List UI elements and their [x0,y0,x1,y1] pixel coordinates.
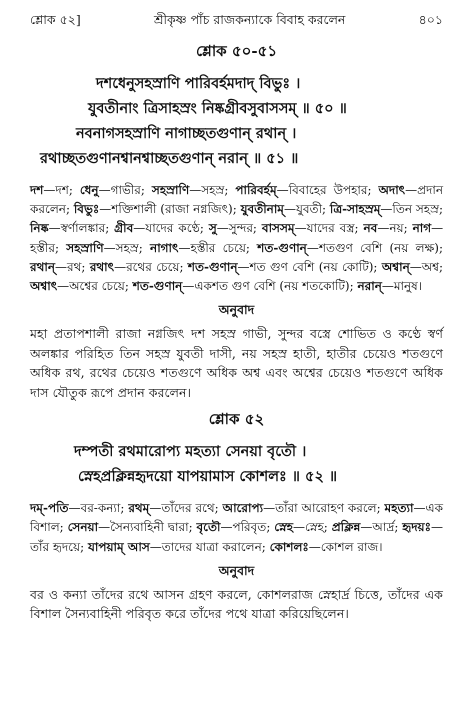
synonym-meaning: গাভীর [110,183,141,197]
synonym-meaning: যাদের বস্ত্র [306,221,355,236]
synonym-word: অশ্বাৎ [30,279,58,294]
synonym-word: নাগাৎ [150,240,179,255]
synonym-meaning: তাদের যাত্রা করালেন [161,539,262,554]
header-verse-ref: শ্লোক ৫২] [30,12,81,27]
synonym-meaning: একশত গুণ বেশি (নয় শতকোটি) [194,279,350,294]
synonym-meaning: দশ [55,183,69,197]
synonym-meaning: অশ্বের চেয়ে [69,279,125,294]
synonym-word: সু [208,221,217,236]
synonym-word: সহস্রাণি [66,240,104,255]
synonym-meaning: সুন্দর [228,221,253,236]
synonym-meaning: সহস্র [201,183,225,197]
synonym-word: যুবতীনাম্ [240,202,284,217]
synonym-meaning: আর্দ্র [372,520,395,535]
synonym-meaning: স্বর্ণালঙ্কার [60,221,106,236]
synonym-word: গ্রীব [114,221,134,236]
synonym-meaning: তাঁর হৃদয়ে [30,539,81,554]
synonym-meaning: হস্তীর চেয়ে [190,240,246,255]
verse-heading-50-51: শ্লোক ৫০-৫১ [195,42,278,60]
synonym-meaning: মানুষ [393,279,418,294]
synonym-word: সেনয়া [67,520,99,535]
synonym-meaning: শক্তিশালী (রাজা নগ্নজিৎ) [111,202,233,217]
word-for-word-synonyms-50-51: দশ—দশ; ধেনু—গাভীর; সহস্রাণি—সহস্র; পারিবর্হম্—বিবাহের উপহার; অদাৎ—প্রদান করলেন; বিভুঃ—শক্তিশালী (রাজা নগ্নজিৎ); যুবতীনাম্—যুবতী; ত্রি-সাহস্রম্—তিন সহস্র; নিষ্ক—স্বর্ণালঙ্কার; গ্রীব—যাদের কণ্ঠে; সু—সুন্দর; বাসসম্—যাদের বস্ত্র; নব—নয়; নাগ—হস্তীর; সহস্রাণি—সহস্র; নাগাৎ—হস্তীর চেয়ে; শত-গুণান্—শতগুণ বেশি (নয় লক্ষ); রথান্—রথ; রথাৎ—রথের চেয়ে; শত-গুণান্—শত গুণ বেশি (নয় কোটি); অশ্বান্—অশ্ব; অশ্বাৎ—অশ্বের চেয়ে; শত-গুণান্—একশত গুণ বেশি (নয় শতকোটি); নরান্—মানুষ। [30,183,444,294]
synonym-word: ধেনু [79,183,99,197]
synonym-meaning: তিন সহস্র [392,202,439,217]
synonym-word: শত-গুণান্ [132,279,183,294]
verse-line: যুবতীনাং ত্রিসাহস্রং নিষ্কগ্রীবসুবাসসম্ ॥ ৫০ ॥ [88,100,347,117]
synonym-meaning: বিবাহের উপহার [288,183,368,197]
synonym-word: পারিবর্হম্ [235,183,277,197]
synonym-meaning: হস্তীর [30,240,55,255]
synonym-meaning: যাদের কণ্ঠে [145,221,200,236]
synonym-meaning: শত গুণ বেশি (নয় কোটি) [249,259,374,274]
verse-heading-52: শ্লোক ৫২ [208,410,265,429]
synonym-meaning: বর-কন্যা [80,501,121,516]
synonym-word: শত-গুণান্ [257,240,307,255]
synonym-word: নব [363,221,378,236]
translation-52: বর ও কন্যা তাঁদের রথে আসন গ্রহণ করলে, কোশলরাজ স্নেহার্দ্র চিত্তে, তাঁদের এক বিশাল সৈন্যবাহিনী পরিবৃত করে তাঁদের পথে যাত্রা করিয়েছিলেন। [30,586,443,622]
synonym-meaning: তাঁদের রথে [161,501,215,516]
verse-line: রথাচ্ছতগুণানশ্বানশ্বাচ্ছতগুণান্ নরান্ ॥ ৫১ ॥ [40,150,299,167]
synonym-meaning: রথের চেয়ে [126,259,180,274]
translation-heading: অনুবাদ [218,302,255,318]
synonym-meaning: এক বিশাল [30,501,444,535]
synonym-meaning: অশ্ব [421,259,439,274]
page-number: ৪০১ [418,12,443,27]
synonym-word: অদাৎ [378,183,406,197]
synonym-word: নরান্ [357,279,382,294]
synonym-meaning: পরিবৃত [232,520,267,535]
synonym-meaning: কোশল রাজ [320,539,379,554]
chapter-title: শ্রীকৃষ্ণ পাঁচ রাজকন্যাকে বিবাহ করলেন [153,12,346,27]
synonym-meaning: যুবতী [295,202,322,217]
synonym-meaning: রথ [67,259,82,274]
synonym-meaning: নয় [389,221,404,236]
synonym-word: হৃদয়ঃ [402,520,432,535]
synonym-word: রথান্ [30,259,56,274]
verse-line: স্নেহপ্রক্লিন্নহৃদয়ো যাপয়ামাস কোশলঃ ॥ ৫২ ॥ [78,468,338,486]
synonym-word: শত-গুণান্ [187,259,238,274]
verse-line: দম্পতী রথমারোপ্য মহত্যা সেনয়া বৃতৌ । [74,443,307,461]
synonym-meaning: তাঁরা আরোহণ করলে [275,501,377,516]
synonym-word: রথাৎ [89,259,115,274]
synonym-word: বাসসম্ [261,221,295,236]
sanskrit-verse-50-51 [30,71,443,171]
synonym-word: নিষ্ক [30,221,49,236]
synonym-word: প্রক্লিন্ন [331,520,361,535]
synonym-word: কোশলঃ [269,539,309,554]
translation-heading: অনুবাদ [218,562,255,578]
translation-50-51: মহা প্রতাপশালী রাজা নগ্নজিৎ দশ সহস্র গাভী, সুন্দর বস্ত্রে শোভিত ও কণ্ঠে স্বর্ণ অলঙ্কার পরিহিত তিন সহস্র যুবতী দাসী, নয় সহস্র হাতী, হাতীর চেয়েও শতগুণে অধিক রথ, রথের চেয়েও শতগুণে অধিক অশ্ব এবং অশ্বের চেয়েও শতগুণে অধিক দাস যৌতুক রূপে প্রদান করলেন। [30,326,443,400]
synonym-meaning: প্রদান করলেন [30,183,443,217]
verse-line: নবনাগসহস্রাণি নাগাচ্ছতগুণান্ রথান্ । [76,125,297,142]
synonym-meaning: সৈন্যবাহিনী দ্বারা [110,520,189,535]
synonym-word: আরোপ্য [222,501,264,516]
synonym-word: নাগ [412,221,432,236]
synonym-word: অশ্বান্ [381,259,410,274]
synonym-word: সহস্রাণি [151,183,190,197]
synonym-meaning: সহস্র [115,240,139,255]
synonym-word: ত্রি-সাহস্রম্ [329,202,381,217]
word-for-word-synonyms-52: দম্-পতি—বর-কন্যা; রথম্—তাঁদের রথে; আরোপ্য—তাঁরা আরোহণ করলে; মহত্যা—এক বিশাল; সেনয়া—সৈন্যবাহিনী দ্বারা; বৃতৌ—পরিবৃত; স্নেহ—স্নেহ; প্রক্লিন্ন—আর্দ্র; হৃদয়ঃ—তাঁর হৃদয়ে; যাপয়াম্ আস—তাদের যাত্রা করালেন; কোশলঃ—কোশল রাজ। [30,501,444,554]
synonym-meaning: শতগুণ বেশি (নয় লক্ষ) [318,240,439,255]
synonym-meaning: স্নেহ [305,520,324,535]
synonym-word: স্নেহ [274,520,294,535]
synonym-word: দম্-পতি [30,501,69,516]
synonym-word: বৃতৌ [196,520,221,535]
synonym-word: মহত্যা [384,501,414,516]
synonym-word: বিভুঃ [73,202,100,217]
synonym-word: রথম্ [128,501,150,516]
running-header [30,12,443,32]
verse-line: দশধেনুসহস্রাণি পারিবর্হমদাদ্ বিভুঃ । [96,75,301,92]
sanskrit-verse-52 [30,439,443,489]
synonym-word: যাপয়াম্ আস [87,539,150,554]
synonym-word: দশ [30,183,44,197]
